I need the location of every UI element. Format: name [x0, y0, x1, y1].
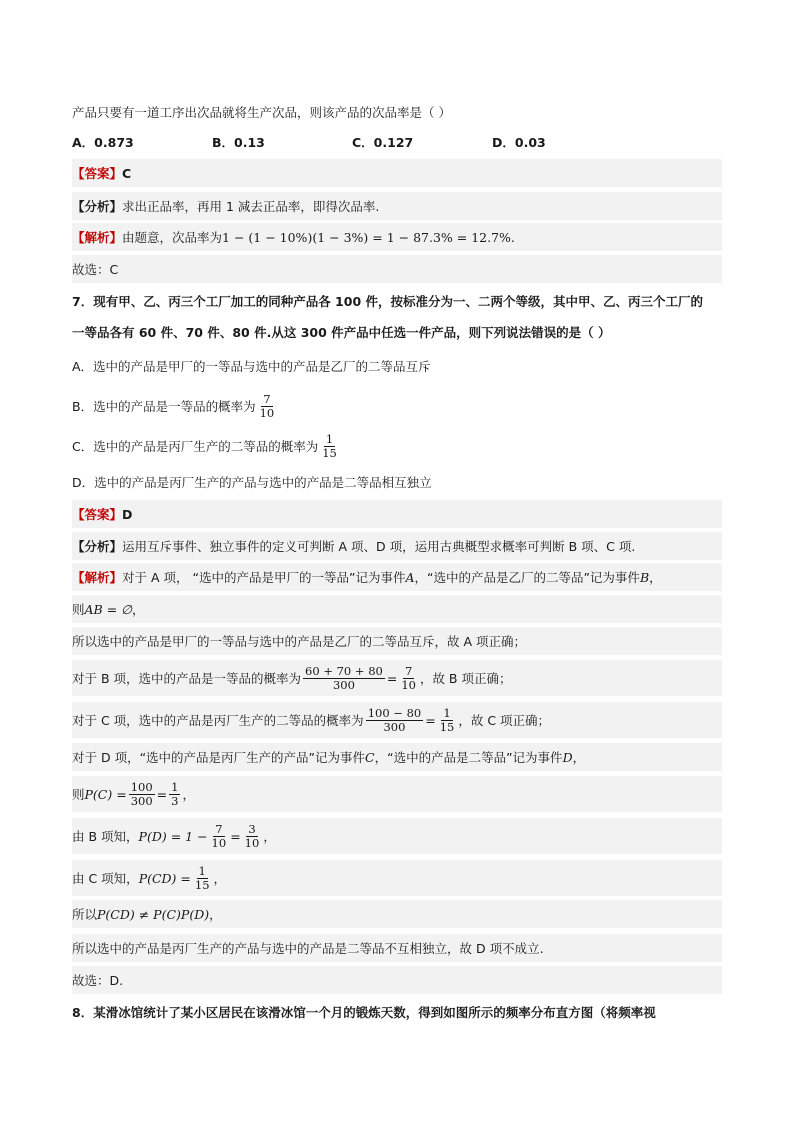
q7-solution-6: 对于 D 项，“选中的产品是丙厂生产的产品”记为事件 C ，“选中的产品是二等品”记为事件 D ，: [72, 743, 722, 771]
q7-option-d: D．选中的产品是丙厂生产的产品与选中的产品是二等品相互独立: [72, 475, 432, 490]
q7-solution-5: 对于 C 项，选中的产品是丙厂生产的二等品的概率为 $\frac{100 - 80}{300}$ = $\frac{1}{15}$ ，故 C 项正确；: [72, 702, 722, 738]
q6-solution-formula: 1 − (1 − 10%)(1 − 3%) = 1 − 87.3% = 12.7%: [222, 229, 511, 245]
q7-stem-line1: 7．现有甲、乙、丙三个工厂加工的同种产品各 100 件，按标准分为一、二两个等级，其中甲、乙、丙三个工厂的: [72, 294, 703, 309]
q6-option-c: C．0.127: [352, 135, 414, 150]
q6-answer: 【答案】 C: [72, 159, 722, 187]
q7-choose: 故选：D.: [72, 966, 722, 994]
q7-stem-line2: 一等品各有 60 件、70 件、80 件.从这 300 件产品中任选一件产品，则下列说法错误的是（ ）: [72, 325, 611, 340]
q7-solution-2: 则 AB = ∅ ，: [72, 595, 722, 623]
q7-solution-1: 【解析】 对于 A 项， “选中的产品是甲厂的一等品”记为事件 A ，“选中的产品是乙厂的二等品”记为事件 B ，: [72, 563, 722, 591]
q7-solution-4: 对于 B 项，选中的产品是一等品的概率为 $\frac{60 + 70 + 80}{300}$ = $\frac{7}{10}$ ，故 B 项正确；: [72, 660, 722, 696]
q7-option-b-fraction: $\frac{7}{10}$: [259, 391, 275, 420]
q7-option-a: A．选中的产品是甲厂的一等品与选中的产品是乙厂的二等品互斥: [72, 359, 431, 374]
q8-stem: 8．某滑冰馆统计了某小区居民在该滑冰馆一个月的锻炼天数，得到如图所示的频率分布直方图（将频率视: [72, 1005, 656, 1020]
q7-solution-3: 所以选中的产品是甲厂的一等品与选中的产品是乙厂的二等品互斥，故 A 项正确；: [72, 627, 722, 655]
q7-option-c: C．选中的产品是丙厂生产的二等品的概率为 $\frac{1}{15}$: [72, 431, 337, 460]
q6-option-a: A．0.873: [72, 135, 134, 150]
q7-answer: 【答案】 D: [72, 500, 722, 528]
q6-option-d: D．0.03: [492, 135, 546, 150]
q6-analysis: 【分析】 求出正品率，再用 1 减去正品率，即得次品率.: [72, 192, 722, 220]
q7-solution-11: 所以选中的产品是丙厂生产的产品与选中的产品是二等品不互相独立，故 D 项不成立.: [72, 934, 722, 962]
q6-solution: 【解析】 由题意，次品率为 1 − (1 − 10%)(1 − 3%) = 1 − 87.3% = 12.7% .: [72, 223, 722, 251]
q6-choose: 故选：C: [72, 255, 722, 283]
q6-stem-tail: 产品只要有一道工序出次品就将生产次品，则该产品的次品率是（ ）: [72, 105, 451, 120]
q7-analysis: 【分析】 运用互斥事件、独立事件的定义可判断 A 项、D 项，运用古典概型求概率可判断 B 项、C 项.: [72, 532, 722, 560]
q7-option-c-fraction: $\frac{1}{15}$: [322, 431, 337, 460]
q7-solution-8: 由 B 项知， P(D) = 1 − $\frac{7}{10}$ = $\frac{3}{10}$ ，: [72, 818, 722, 854]
q6-options: [72, 128, 722, 156]
q6-option-b: B．0.13: [212, 135, 265, 150]
q7-solution-7: 则 P(C) = $\frac{100}{300}$ = $\frac{1}{3}$ ，: [72, 776, 722, 812]
q7-solution-9: 由 C 项知， P(CD) = $\frac{1}{15}$ ，: [72, 860, 722, 896]
q7-option-b: B．选中的产品是一等品的概率为 $\frac{7}{10}$: [72, 391, 275, 420]
q7-solution-10: 所以 P(CD) ≠ P(C)P(D) ，: [72, 900, 722, 928]
